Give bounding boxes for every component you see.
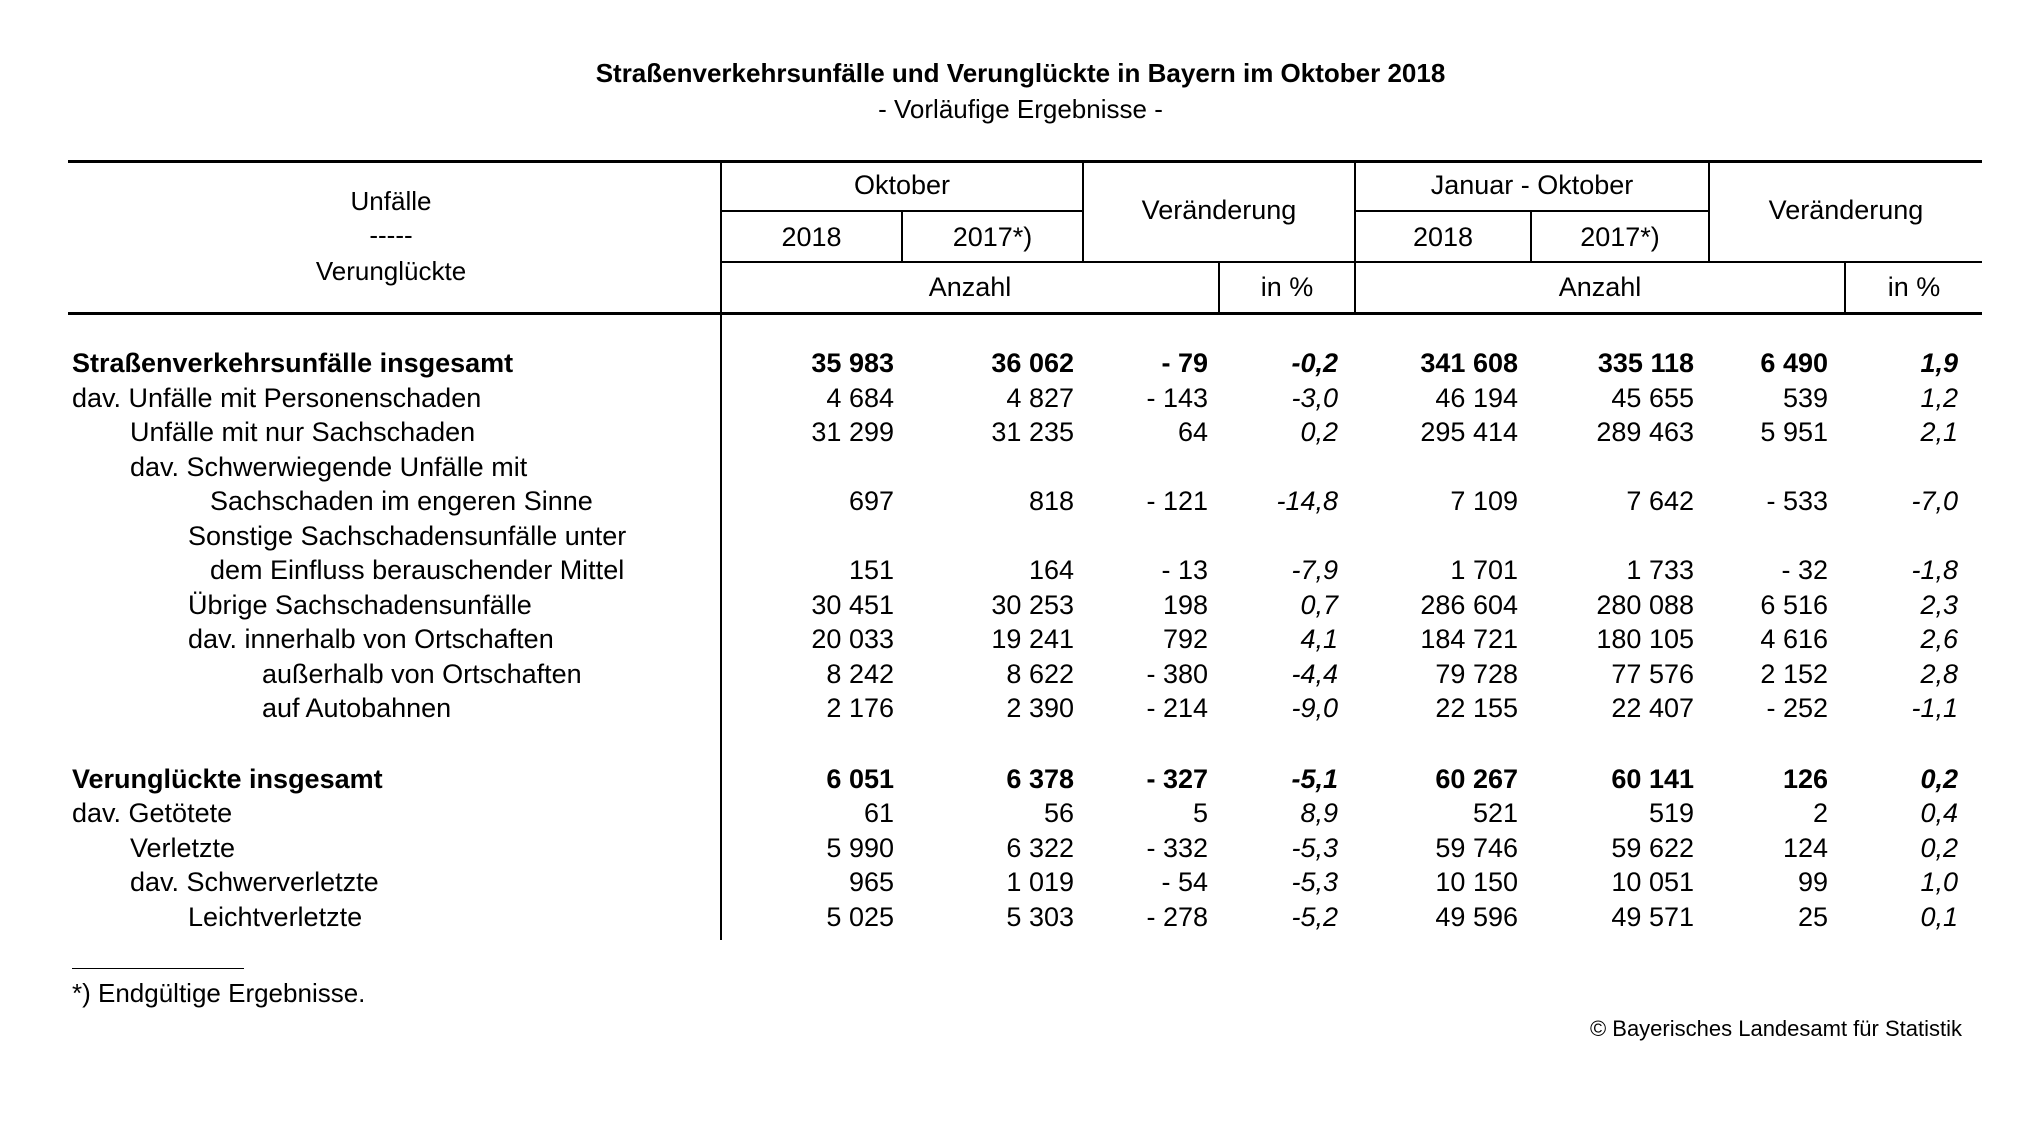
- table-cell: - 121: [1146, 486, 1208, 516]
- row-label: dem Einfluss berauschender Mittel: [210, 555, 625, 585]
- table-cell: 521: [1472, 798, 1518, 828]
- row-label: dav. Unfälle mit Personenschaden: [72, 383, 482, 413]
- table-cell: - 278: [1146, 902, 1208, 932]
- table-cell: -7,9: [1291, 555, 1338, 585]
- table-cell: 184 721: [1420, 624, 1518, 654]
- table-cell: -5,3: [1291, 833, 1338, 863]
- table-cell: 2 176: [826, 693, 894, 723]
- unit-header-pct: in %: [1887, 272, 1941, 302]
- table-row: [0, 762, 2041, 796]
- table-cell: - 533: [1766, 486, 1828, 516]
- table-cell: -5,3: [1291, 867, 1338, 897]
- table-cell: 4 827: [1006, 383, 1074, 413]
- table-cell: 280 088: [1596, 590, 1694, 620]
- table-cell: 5 951: [1760, 417, 1828, 447]
- table-cell: 1 019: [1006, 867, 1074, 897]
- table-cell: 31 235: [991, 417, 1074, 447]
- table-cell: 49 571: [1611, 902, 1694, 932]
- table-cell: 60 267: [1435, 764, 1518, 794]
- table-cell: 286 604: [1420, 590, 1518, 620]
- table-cell: 20 033: [811, 624, 894, 654]
- table-cell: 8,9: [1300, 798, 1338, 828]
- table-cell: 46 194: [1435, 383, 1518, 413]
- table-cell: 1 701: [1450, 555, 1518, 585]
- table-cell: 6 051: [826, 764, 894, 794]
- table-cell: 519: [1648, 798, 1694, 828]
- row-label: dav. Schwerverletzte: [130, 867, 379, 897]
- table-cell: 79 728: [1435, 659, 1518, 689]
- footnote-rule: [72, 968, 244, 969]
- table-cell: 2,8: [1920, 659, 1958, 689]
- row-label: Straßenverkehrsunfälle insgesamt: [72, 348, 514, 378]
- col-header-2017: 2017*): [1580, 222, 1660, 252]
- table-cell: 45 655: [1611, 383, 1694, 413]
- row-label: Verunglückte insgesamt: [72, 764, 383, 794]
- table-row: [0, 831, 2041, 865]
- table-cell: -3,0: [1291, 383, 1338, 413]
- table-cell: - 214: [1146, 693, 1208, 723]
- row-label: Verletzte: [130, 833, 236, 863]
- row-label: Unfälle mit nur Sachschaden: [130, 417, 476, 447]
- header-subrule: [720, 210, 1082, 212]
- row-label: dav. Getötete: [72, 798, 233, 828]
- table-cell: 31 299: [811, 417, 894, 447]
- table-cell: -9,0: [1291, 693, 1338, 723]
- table-cell: 0,4: [1920, 798, 1958, 828]
- stub-header-unfaelle: Unfälle: [350, 186, 432, 216]
- table-cell: 0,1: [1920, 902, 1958, 932]
- table-cell: - 13: [1161, 555, 1208, 585]
- table-cell: 4 616: [1760, 624, 1828, 654]
- table-cell: 64: [1177, 417, 1208, 447]
- table-cell: 180 105: [1596, 624, 1694, 654]
- footnote: *) Endgültige Ergebnisse.: [72, 978, 366, 1008]
- table-top-rule: [68, 160, 1982, 163]
- table-row: [0, 381, 2041, 415]
- group-header-januar-oktober: Januar - Oktober: [1430, 170, 1634, 200]
- table-cell: - 32: [1781, 555, 1828, 585]
- table-cell: 8 242: [826, 659, 894, 689]
- table-row: [0, 588, 2041, 622]
- stub-header-verunglueckte: Verunglückte: [315, 256, 467, 286]
- table-cell: 1,9: [1920, 348, 1958, 378]
- table-row: [0, 657, 2041, 691]
- col-header-veraenderung: Veränderung: [1141, 195, 1297, 225]
- table-cell: - 327: [1146, 764, 1208, 794]
- table-cell: 22 407: [1611, 693, 1694, 723]
- row-label: Sachschaden im engeren Sinne: [210, 486, 593, 516]
- table-cell: -14,8: [1276, 486, 1338, 516]
- table-cell: 2,3: [1920, 590, 1958, 620]
- table-cell: 22 155: [1435, 693, 1518, 723]
- table-cell: 198: [1162, 590, 1208, 620]
- table-cell: 289 463: [1596, 417, 1694, 447]
- table-cell: - 143: [1146, 383, 1208, 413]
- table-cell: - 252: [1766, 693, 1828, 723]
- unit-header-anzahl: Anzahl: [1558, 272, 1642, 302]
- table-cell: 36 062: [991, 348, 1074, 378]
- table-row: [0, 622, 2041, 656]
- table-row: [0, 450, 2041, 484]
- table-cell: 4,1: [1300, 624, 1338, 654]
- row-label: außerhalb von Ortschaften: [262, 659, 582, 689]
- table-cell: -1,1: [1911, 693, 1958, 723]
- table-cell: 0,7: [1300, 590, 1338, 620]
- table-row: [0, 865, 2041, 899]
- table-cell: -4,4: [1291, 659, 1338, 689]
- col-header-veraenderung: Veränderung: [1768, 195, 1924, 225]
- table-row: [0, 415, 2041, 449]
- table-row: [0, 346, 2041, 380]
- table-cell: 19 241: [991, 624, 1074, 654]
- row-label: dav. innerhalb von Ortschaften: [188, 624, 554, 654]
- table-cell: -1,8: [1911, 555, 1958, 585]
- page-title: Straßenverkehrsunfälle und Verunglückte in Bayern im Oktober 2018: [595, 58, 1446, 88]
- table-cell: 126: [1782, 764, 1828, 794]
- table-cell: 4 684: [826, 383, 894, 413]
- table-cell: 0,2: [1920, 764, 1958, 794]
- table-row: [0, 553, 2041, 587]
- table-cell: -5,2: [1291, 902, 1338, 932]
- table-cell: 2,1: [1920, 417, 1958, 447]
- table-cell: 2: [1812, 798, 1828, 828]
- table-cell: 539: [1782, 383, 1828, 413]
- table-cell: 124: [1782, 833, 1828, 863]
- table-cell: 2,6: [1920, 624, 1958, 654]
- table-cell: 5 025: [826, 902, 894, 932]
- table-cell: 0,2: [1920, 833, 1958, 863]
- table-cell: 1,2: [1920, 383, 1958, 413]
- table-cell: 6 378: [1006, 764, 1074, 794]
- table-cell: 7 109: [1450, 486, 1518, 516]
- table-cell: 10 051: [1611, 867, 1694, 897]
- unit-header-pct: in %: [1260, 272, 1314, 302]
- table-cell: 164: [1028, 555, 1074, 585]
- table-cell: -7,0: [1911, 486, 1958, 516]
- table-row: [0, 691, 2041, 725]
- table-cell: -5,1: [1291, 764, 1338, 794]
- table-cell: 61: [863, 798, 894, 828]
- header-subrule: [720, 261, 1982, 263]
- table-cell: 1 733: [1626, 555, 1694, 585]
- table-cell: 99: [1797, 867, 1828, 897]
- copyright: © Bayerisches Landesamt für Statistik: [1589, 1016, 1962, 1041]
- table-cell: 10 150: [1435, 867, 1518, 897]
- table-cell: 2 152: [1760, 659, 1828, 689]
- row-label: Leichtverletzte: [188, 902, 363, 932]
- header-subrule: [1354, 210, 1708, 212]
- row-label: dav. Schwerwiegende Unfälle mit: [130, 452, 528, 482]
- table-row: [0, 519, 2041, 553]
- stub-header-separator: -----: [369, 220, 413, 250]
- table-cell: 60 141: [1611, 764, 1694, 794]
- table-cell: - 380: [1146, 659, 1208, 689]
- table-cell: 0,2: [1300, 417, 1338, 447]
- table-cell: 818: [1028, 486, 1074, 516]
- table-cell: 7 642: [1626, 486, 1694, 516]
- col-header-2018: 2018: [781, 222, 842, 252]
- table-cell: - 332: [1146, 833, 1208, 863]
- table-cell: 6 490: [1760, 348, 1828, 378]
- table-cell: 8 622: [1006, 659, 1074, 689]
- table-cell: 59 746: [1435, 833, 1518, 863]
- table-cell: 35 983: [811, 348, 894, 378]
- col-header-2018: 2018: [1412, 222, 1474, 252]
- table-cell: 792: [1162, 624, 1208, 654]
- table-cell: 5 303: [1006, 902, 1074, 932]
- table-cell: 341 608: [1420, 348, 1518, 378]
- table-cell: -0,2: [1291, 348, 1338, 378]
- table-row: [0, 484, 2041, 518]
- table-cell: 295 414: [1420, 417, 1518, 447]
- table-cell: 56: [1043, 798, 1074, 828]
- table-cell: 6 322: [1006, 833, 1074, 863]
- table-cell: 77 576: [1611, 659, 1694, 689]
- table-cell: 30 451: [811, 590, 894, 620]
- table-cell: 5: [1192, 798, 1208, 828]
- row-label: auf Autobahnen: [262, 693, 452, 723]
- table-cell: 151: [848, 555, 894, 585]
- table-cell: 25: [1797, 902, 1828, 932]
- table-row: [0, 796, 2041, 830]
- table-cell: 30 253: [991, 590, 1074, 620]
- table-cell: 2 390: [1006, 693, 1074, 723]
- table-cell: - 79: [1161, 348, 1208, 378]
- table-cell: 697: [848, 486, 894, 516]
- col-header-2017: 2017*): [952, 222, 1033, 252]
- table-cell: 1,0: [1920, 867, 1958, 897]
- table-cell: 335 118: [1597, 348, 1694, 378]
- table-cell: 49 596: [1435, 902, 1518, 932]
- row-label: Übrige Sachschadensunfälle: [188, 590, 532, 620]
- unit-header-anzahl: Anzahl: [928, 272, 1012, 302]
- row-label: Sonstige Sachschadensunfälle unter: [188, 521, 627, 551]
- table-cell: - 54: [1161, 867, 1208, 897]
- table-cell: 6 516: [1760, 590, 1828, 620]
- group-header-oktober: Oktober: [853, 170, 951, 200]
- header-bottom-rule: [68, 312, 1982, 315]
- page-subtitle: - Vorläufige Ergebnisse -: [878, 94, 1163, 124]
- table-cell: 965: [848, 867, 894, 897]
- table-row: [0, 900, 2041, 934]
- table-cell: 59 622: [1611, 833, 1694, 863]
- table-cell: 5 990: [826, 833, 894, 863]
